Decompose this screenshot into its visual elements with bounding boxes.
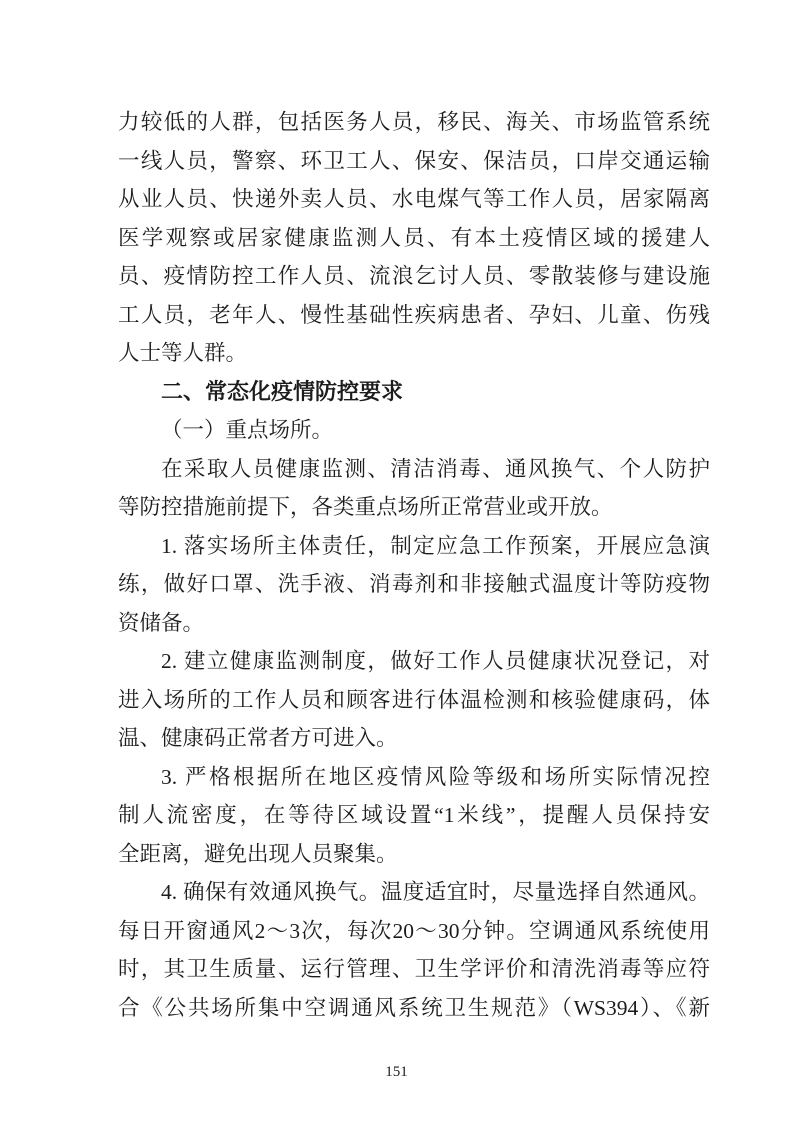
text-line: 工人员，老年人、慢性基础性疾病患者、孕妇、儿童、伤残: [118, 302, 710, 327]
text-line: 3. 严格根据所在地区疫情风险等级和场所实际情况控: [161, 764, 710, 789]
text-line: 温、健康码正常者方可进入。: [118, 726, 398, 750]
text-line: 1. 落实场所主体责任，制定应急工作预案，开展应急演: [161, 533, 710, 558]
text-block: [118, 103, 710, 1027]
section-heading: 二、常态化疫情防控要求: [161, 378, 404, 404]
text-line: 人士等人群。: [118, 341, 248, 365]
text-line: 员、疫情防控工作人员、流浪乞讨人员、零散装修与建设施: [118, 264, 710, 288]
text-line: 2. 建立健康监测制度，做好工作人员健康状况登记，对: [161, 649, 710, 673]
text-line: 4. 确保有效通风换气。温度适宜时，尽量选择自然通风。: [161, 880, 710, 904]
text-line: 每日开窗通风2～3次，每次20～30分钟。空调通风系统使用: [118, 918, 710, 943]
text-line: 进入场所的工作人员和顾客进行体温检测和核验健康码，体: [118, 687, 710, 712]
text-line: 全距离，避免出现人员聚集。: [118, 841, 398, 866]
text-line: 在采取人员健康监测、清洁消毒、通风换气、个人防护: [161, 456, 710, 481]
text-line: 一线人员，警察、环卫工人、保安、保洁员，口岸交通运输: [118, 148, 710, 173]
text-line: 等防控措施前提下，各类重点场所正常营业或开放。: [118, 495, 613, 519]
page-number: 151: [385, 1064, 408, 1080]
text-line: 资储备。: [118, 610, 205, 635]
text-line: 医学观察或居家健康监测人员、有本土疫情区域的援建人: [118, 225, 710, 250]
text-line: 力较低的人群，包括医务人员，移民、海关、市场监管系统: [118, 110, 710, 134]
text-line: 制人流密度，在等待区域设置“1米线”，提醒人员保持安: [118, 803, 710, 827]
subsection-heading: （一）重点场所。: [161, 418, 334, 442]
text-line: 合《公共场所集中空调通风系统卫生规范》（WS394）、《新: [118, 995, 710, 1020]
text-line: 练，做好口罩、洗手液、消毒剂和非接触式温度计等防疫物: [118, 572, 710, 596]
text-line: 时，其卫生质量、运行管理、卫生学评价和清洗消毒等应符: [118, 957, 710, 981]
text-line: 从业人员、快递外卖人员、水电煤气等工作人员，居家隔离: [118, 187, 710, 211]
